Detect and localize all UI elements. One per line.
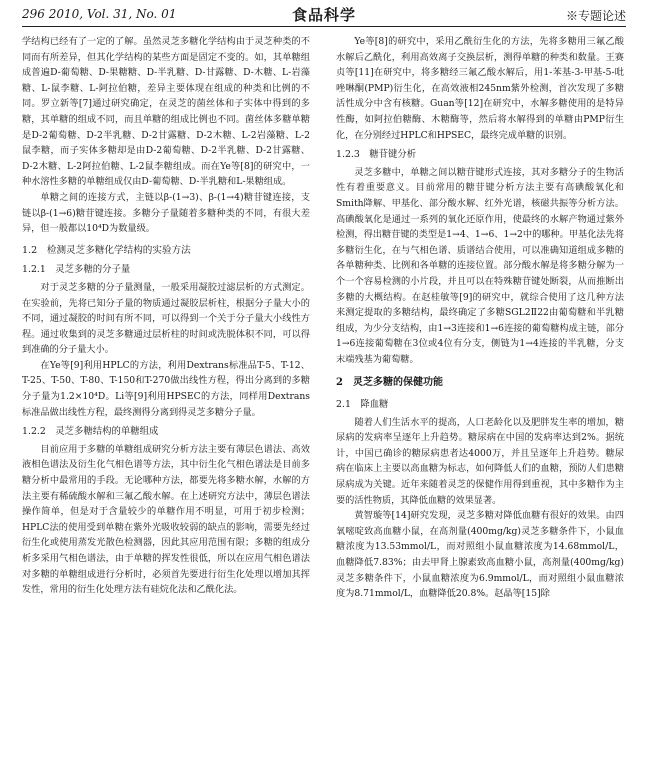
paragraph: 目前应用于多糖的单糖组成研究分析方法主要有薄层色谱法、高效液相色谱法及衍生化气相色谱等方法，其中衍生化气相色谱法是目前多糖分析中最常用的手段。无论哪种方法，都要先将多糖水解，水解的方法主要有稀硫酸水解和三氟乙酸水解。在上述研究方法中，薄层色谱法操作简单，但是对于含量较少的单糖作用不明显，可用于初步检测；HPLC法的使用受到单糖在紫外光吸收较弱的缺点的影响，需要先经过衍生化或使用蒸发光散色检测器，因此其应用范围有限；多糖的组成分析多采用气相色谱法，由于单糖的挥发性很低，所以在应用气相色谱法对多糖的单糖组成进行分析时，必须首先要进行衍生化处理以增加其挥发性，常用的衍生化处理方法有硅烷化法和乙酰化法。 bbox=[22, 443, 310, 596]
right-column bbox=[336, 34, 624, 764]
left-column bbox=[22, 34, 310, 764]
subsection-heading: 1.2.3 糖苷键分析 bbox=[336, 149, 417, 161]
paragraph: 随着人们生活水平的提高，人口老龄化以及肥胖发生率的增加，糖尿病的发病率呈逐年上升趋势。糖尿病在中国的发病率达到2%。据统计，中国已确诊的糖尿病患者达4000万，并且呈逐年上升趋势。糖尿病在临床上主要以高血糖为标志，如何降低人们的血糖，预防人们患糖尿病成为关键。近年来随着灵芝的保健作用得到重视，其中多糖作为主要的活性物质，其降低血糖的效果显著。 bbox=[336, 416, 624, 506]
subsection-heading: 1.2.1 灵芝多糖的分子量 bbox=[22, 264, 131, 276]
page-info: 296 2010, Vol. 31, No. 01 bbox=[22, 7, 177, 21]
subsection-heading: 2.1 降血糖 bbox=[336, 399, 389, 411]
section-heading: 1.2 检测灵芝多糖化学结构的实验方法 bbox=[22, 244, 191, 256]
journal-title: 食品科学 bbox=[291, 6, 356, 24]
paragraph: 黄智璇等[14]研究发现，灵芝多糖对降低血糖有很好的效果。由四氧嘧啶致高血糖小鼠，在高剂量(400mg/kg)灵芝多糖条件下，小鼠血糖浓度为13.53mmol/L，而对照组小鼠血糖浓度为14.68mmol/L，血糖降低7.83%；由去甲肾上腺素致高血糖小鼠，高剂量(400mg/kg)灵芝多糖条件下，小鼠血糖浓度为6.9mmol/L，而对照组小鼠血糖浓度为8.71mmol/L，血糖降低20.8%。赵晶等[15]除 bbox=[336, 510, 624, 600]
subsection-heading: 1.2.2 灵芝多糖结构的单糖组成 bbox=[22, 426, 159, 438]
paragraph: 单糖之间的连接方式，主链以β-(1→3)、β-(1→4)糖苷键连接，支链以β-(1→6)糖苷键连接。多糖分子量随着多糖种类的不同，有很大差异，但一般都以10⁴D为数量级。 bbox=[22, 191, 310, 235]
section-label: ※专题论述 bbox=[565, 9, 626, 23]
paragraph: Ye等[8]的研究中，采用乙酰衍生化的方法，先将多糖用三氟乙酸水解后乙酰化，利用高效离子交换层析，测得单糖的种类和数量。王赛贞等[11]在研究中，将多糖经三氟乙酸水解后，用1-苯基-3-甲基-5-吡唑啉酮(PMP)衍生化，在高效液相245nm紫外检测，首次发现了多糖活性成分中含有核糖。Guan等[12]在研究中，水解多糖使用的是特异性酶，如阿拉伯糖酶、木糖酶等，然后将水解得到的单糖由PMP衍生化，在分别经过HPLC和HPSEC，最终完成单糖的识别。 bbox=[336, 36, 624, 141]
paragraph: 对于灵芝多糖的分子量测量，一般采用凝胶过滤层析的方式测定。在实验前，先将已知分子量的物质通过凝胶层析柱，根据分子量大小的不同，通过凝胶的时间有所不同，可以得到一个关于分子量大小线性方程。通过收集到的灵芝多糖通过层析柱的时间或洗脱体积不同，可以得到准确的分子量大小。 bbox=[22, 281, 310, 356]
page-header bbox=[22, 4, 626, 27]
paragraph: 灵芝多糖中，单糖之间以糖苷键形式连接，其对多糖分子的生物活性有着重要意义。目前常用的糖苷键分析方法主要有高碘酸氧化和Smith降解、甲基化、部分酸水解、红外光谱，核磁共振等分析方法。高碘酸氧化是通过一系列的氧化还原作用，使最终的水解产物通过紫外检测，得出糖苷键的类型是1→4、1→6、1→2中的哪种。甲基化法先将多糖衍生化，在与气相色谱、质谱结合使用，可以准确知道组成多糖的各单糖种类、比例和各单糖的连接位置。部分酸水解是将多糖分解为一个一个容易检测的小片段，并且可以在特殊糖苷键处断裂，从而推断出多糖的大概结构。在赵桂敏等[9]的研究中，就综合使用了这几种方法来测定提取的多糖结构，最终确定了多糖SGL2Ⅱ22由葡萄糖和半乳糖组成，为少分支结构，由1→3连接和1→6连接的葡萄糖构成主链，部分1→6连接葡萄糖在3位或4位有分支，侧链为1→4连接的半乳糖，分支末端残基为葡萄糖。 bbox=[336, 166, 624, 365]
paragraph: 在Ye等[9]利用HPLC的方法，利用Dextrans标准品T-5、T-12、T-25、T-50、T-80、T-150和T-270做出线性方程，得出分离到的多糖分子量为1.2×10⁴D。Li等[9]利用HPSEC的方法，同样用Dextrans标准品做出线性方程，最终测得分离到得灵芝多糖分子量。 bbox=[22, 359, 310, 418]
section-heading: 2 灵芝多糖的保健功能 bbox=[336, 377, 443, 389]
paragraph: 学结构已经有了一定的了解。虽然灵芝多糖化学结构由于灵芝种类的不同而有所差异，但其化学结构的某些方面是固定不变的。如，其单糖组成普遍D-葡萄糖、D-果糖糖、D-半乳糖、D-甘露糖、D-木糖、L-岩藻糖、L-鼠李糖、L-阿拉伯糖，差异主要体现在组成的种类和比例的不同。罗立新等[7]通过研究确定，在灵芝的菌丝体和子实体中得到的多糖，其单糖的组成不同，而且单糖的组成比例也不同。菌丝体多糖单糖是D-2葡萄糖、D-2半乳糖、D-2甘露糖、D-2木糖、L-2岩藻糖、L-2鼠李糖，而子实体多糖却是由D-2葡萄糖、D-2半乳糖、D-2甘露糖、D-2木糖、L-2阿拉伯糖、L-2鼠李糖组成。而在Ye等[8]的研究中，一种水溶性多糖的单糖组成仅由D-葡萄糖、D-半乳糖和L-果糖组成。 bbox=[22, 36, 310, 188]
